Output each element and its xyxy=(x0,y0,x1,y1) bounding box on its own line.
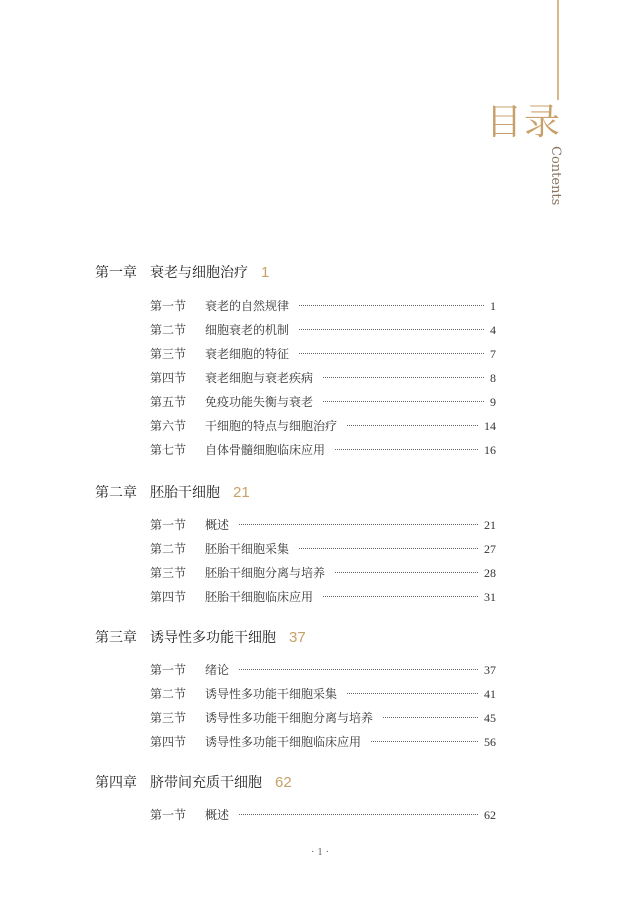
section-title: 干细胞的特点与细胞治疗 xyxy=(205,419,338,433)
chapter-page: 37 xyxy=(289,629,306,646)
section-page: 7 xyxy=(490,347,496,361)
dot-leader xyxy=(371,741,478,742)
chapter-4-heading[interactable] xyxy=(95,772,292,796)
section-page: 27 xyxy=(484,542,496,556)
page-title: 目录 xyxy=(486,102,563,143)
section-title: 概述 xyxy=(205,518,230,532)
toc-entry[interactable] xyxy=(150,417,496,437)
chapter-title: 胚胎干细胞 xyxy=(150,485,220,501)
chapter-number: 第三章 xyxy=(95,630,137,646)
section-title: 自体骨髓细胞临床应用 xyxy=(205,443,326,457)
toc-entry[interactable] xyxy=(150,564,496,584)
section-number: 第二节 xyxy=(150,687,187,701)
chapter-page: 62 xyxy=(275,774,292,791)
section-number: 第一节 xyxy=(150,518,187,532)
dot-leader xyxy=(299,329,484,330)
toc-entry[interactable] xyxy=(150,393,496,413)
dot-leader xyxy=(239,669,478,670)
section-title: 衰老细胞与衰老疾病 xyxy=(205,371,314,385)
section-number: 第七节 xyxy=(150,443,187,457)
section-title: 诱导性多功能干细胞分离与培养 xyxy=(205,711,374,725)
section-title: 免疫功能失衡与衰老 xyxy=(205,395,314,409)
dot-leader xyxy=(335,572,478,573)
section-number: 第一节 xyxy=(150,663,187,677)
chapter-title: 衰老与细胞治疗 xyxy=(150,265,248,281)
section-page: 1 xyxy=(490,299,496,313)
dot-leader xyxy=(323,596,478,597)
dot-leader xyxy=(383,717,478,718)
section-number: 第四节 xyxy=(150,590,187,604)
section-number: 第四节 xyxy=(150,371,187,385)
chapter-3-heading[interactable] xyxy=(95,627,306,651)
section-page: 45 xyxy=(484,711,496,725)
section-number: 第三节 xyxy=(150,711,187,725)
toc-entry[interactable] xyxy=(150,345,496,365)
toc-entry[interactable] xyxy=(150,516,496,536)
section-title: 衰老细胞的特征 xyxy=(205,347,290,361)
top-decorative-line xyxy=(557,0,559,100)
toc-entry[interactable] xyxy=(150,441,496,461)
section-page: 8 xyxy=(490,371,496,385)
section-title: 概述 xyxy=(205,808,230,822)
dot-leader xyxy=(347,693,478,694)
section-title: 细胞衰老的机制 xyxy=(205,323,290,337)
chapter-number: 第四章 xyxy=(95,775,137,791)
section-number: 第三节 xyxy=(150,347,187,361)
section-page: 28 xyxy=(484,566,496,580)
section-page: 4 xyxy=(490,323,496,337)
chapter-title: 诱导性多功能干细胞 xyxy=(150,630,276,646)
page-number-footer: · 1 · xyxy=(310,846,330,858)
section-number: 第一节 xyxy=(150,808,187,822)
toc-entry[interactable] xyxy=(150,540,496,560)
toc-entry[interactable] xyxy=(150,369,496,389)
section-page: 21 xyxy=(484,518,496,532)
section-page: 37 xyxy=(484,663,496,677)
dot-leader xyxy=(347,425,478,426)
section-title: 胚胎干细胞临床应用 xyxy=(205,590,314,604)
section-page: 41 xyxy=(484,687,496,701)
toc-entry[interactable] xyxy=(150,733,496,753)
section-page: 14 xyxy=(484,419,496,433)
toc-entry[interactable] xyxy=(150,806,496,826)
page-subtitle: Contents xyxy=(548,146,563,206)
toc-entry[interactable] xyxy=(150,297,496,317)
chapter-number: 第二章 xyxy=(95,485,137,501)
dot-leader xyxy=(299,548,478,549)
section-number: 第三节 xyxy=(150,566,187,580)
dot-leader xyxy=(323,377,484,378)
section-page: 62 xyxy=(484,808,496,822)
chapter-title: 脐带间充质干细胞 xyxy=(150,775,262,791)
toc-entry[interactable] xyxy=(150,685,496,705)
section-title: 绪论 xyxy=(205,663,230,677)
section-title: 诱导性多功能干细胞临床应用 xyxy=(205,735,362,749)
section-page: 9 xyxy=(490,395,496,409)
chapter-number: 第一章 xyxy=(95,265,137,281)
section-page: 56 xyxy=(484,735,496,749)
section-title: 诱导性多功能干细胞采集 xyxy=(205,687,338,701)
section-number: 第六节 xyxy=(150,419,187,433)
section-title: 胚胎干细胞采集 xyxy=(205,542,290,556)
section-number: 第二节 xyxy=(150,542,187,556)
chapter-page: 1 xyxy=(261,264,270,281)
section-number: 第五节 xyxy=(150,395,187,409)
chapter-1-heading[interactable] xyxy=(95,262,269,286)
dot-leader xyxy=(323,401,484,402)
chapter-2-heading[interactable] xyxy=(95,482,250,506)
toc-entry[interactable] xyxy=(150,709,496,729)
section-number: 第一节 xyxy=(150,299,187,313)
dot-leader xyxy=(335,449,478,450)
chapter-page: 21 xyxy=(233,484,250,501)
section-page: 16 xyxy=(484,443,496,457)
toc-entry[interactable] xyxy=(150,661,496,681)
toc-entry[interactable] xyxy=(150,321,496,341)
dot-leader xyxy=(299,353,484,354)
section-title: 衰老的自然规律 xyxy=(205,299,290,313)
section-title: 胚胎干细胞分离与培养 xyxy=(205,566,326,580)
toc-entry[interactable] xyxy=(150,588,496,608)
section-number: 第四节 xyxy=(150,735,187,749)
section-page: 31 xyxy=(484,590,496,604)
dot-leader xyxy=(299,305,484,306)
section-number: 第二节 xyxy=(150,323,187,337)
dot-leader xyxy=(239,524,478,525)
dot-leader xyxy=(239,814,478,815)
